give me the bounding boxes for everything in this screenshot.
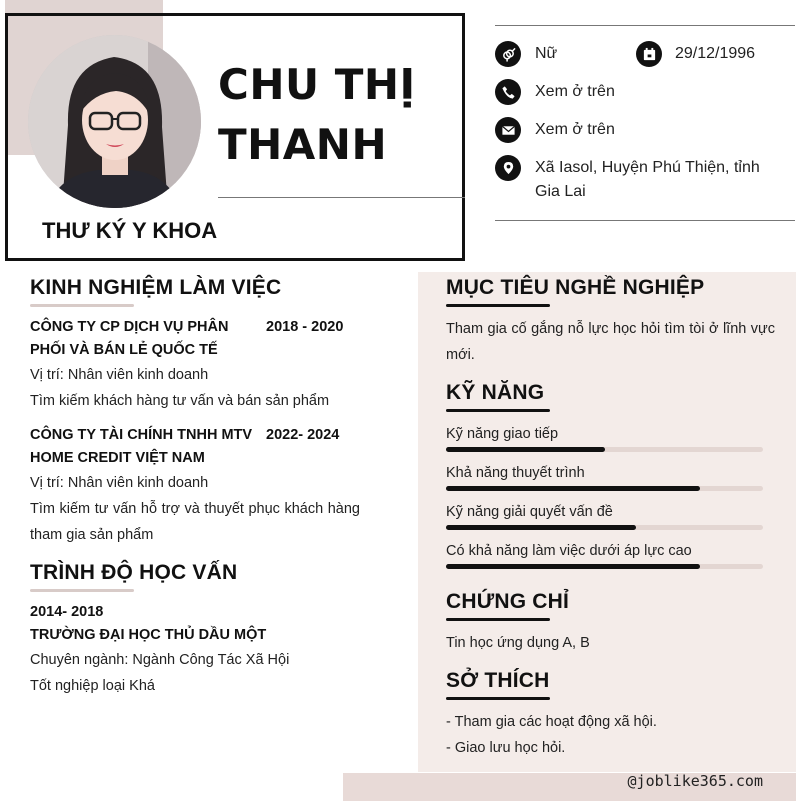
education-period: 2014- 2018 [30, 604, 104, 620]
education-title: TRÌNH ĐỘ HỌC VẤN [30, 561, 238, 584]
skill-label: Kỹ năng giao tiếp [446, 426, 559, 442]
skills-title: KỸ NĂNG [446, 381, 545, 404]
education-grade: Tốt nghiệp loại Khá [30, 678, 155, 694]
skill-level-fill [446, 447, 605, 452]
candidate-name [218, 55, 458, 175]
education-major: Chuyên ngành: Ngành Công Tác Xã Hội [30, 652, 290, 668]
gender-icon [495, 41, 521, 67]
experience-title: KINH NGHIỆM LÀM VIỆC [30, 276, 282, 299]
job-2-period: 2022- 2024 [266, 427, 340, 443]
skills-title-underline [446, 409, 550, 412]
contact-divider-top [495, 25, 795, 26]
skill-level-bar [446, 447, 763, 452]
job-1-company: CÔNG TY CP DỊCH VỤ PHÂN PHỐI VÀ BÁN LẺ QUỐC TẾ [30, 319, 229, 358]
phone-icon [495, 79, 521, 105]
skill-level-fill [446, 564, 700, 569]
job-title: THƯ KÝ Y KHOA [42, 218, 218, 243]
skill-level-bar [446, 486, 763, 491]
hobby-item: - Tham gia các hoạt động xã hội. [446, 714, 657, 730]
certificates-title: CHỨNG CHỈ [446, 590, 570, 613]
objective-title: MỤC TIÊU NGHỀ NGHIỆP [446, 276, 705, 299]
birthday-value: 29/12/1996 [675, 45, 756, 62]
job-2-description: Tìm kiếm tư vấn hỗ trợ và thuyết phục khách hàng tham gia sản phẩm [30, 501, 360, 543]
email-icon [495, 117, 521, 143]
education-title-underline [30, 589, 134, 592]
portrait-image [28, 35, 201, 208]
skill-level-bar [446, 564, 763, 569]
certificates-text: Tin học ứng dụng A, B [446, 635, 590, 651]
hobbies-title-underline [446, 697, 550, 700]
experience-title-underline [30, 304, 134, 307]
gender-value: Nữ [535, 45, 558, 62]
objective-title-underline [446, 304, 550, 307]
skill-level-fill [446, 486, 700, 491]
contact-divider-bottom [495, 220, 795, 221]
footer-website-handle: @joblike365.com [627, 772, 763, 790]
skill-level-fill [446, 525, 636, 530]
objective-text: Tham gia cố gắng nỗ lực học hỏi tìm tòi ở lĩnh vực mới. [446, 321, 775, 363]
profile-photo [28, 35, 201, 208]
name-divider [218, 197, 465, 198]
education-school: TRƯỜNG ĐẠI HỌC THỦ DẦU MỘT [30, 627, 267, 643]
skill-level-bar [446, 525, 763, 530]
phone-value: Xem ở trên [535, 83, 615, 100]
certificates-title-underline [446, 618, 550, 621]
name-line-1: CHU THỊ [218, 60, 416, 109]
calendar-icon [636, 41, 662, 67]
job-2-position: Vị trí: Nhân viên kinh doanh [30, 475, 209, 491]
skill-label: Có khả năng làm việc dưới áp lực cao [446, 543, 692, 559]
location-icon [495, 155, 521, 181]
hobbies-title: SỞ THÍCH [446, 669, 550, 692]
name-line-2: THANH [218, 120, 388, 169]
skill-label: Khả năng thuyết trình [446, 465, 585, 481]
job-2-company: CÔNG TY TÀI CHÍNH TNHH MTV HOME CREDIT VIỆT NAM [30, 427, 253, 466]
job-1-period: 2018 - 2020 [266, 319, 344, 335]
address-value: Xã Iasol, Huyện Phú Thiện, tỉnh Gia Lai [535, 159, 760, 200]
job-1-position: Vị trí: Nhân viên kinh doanh [30, 367, 209, 383]
email-value: Xem ở trên [535, 121, 615, 138]
hobby-item: - Giao lưu học hỏi. [446, 740, 566, 756]
job-1-description: Tìm kiếm khách hàng tư vấn và bán sản phẩm [30, 393, 330, 409]
skill-label: Kỹ năng giải quyết vấn đề [446, 504, 613, 520]
